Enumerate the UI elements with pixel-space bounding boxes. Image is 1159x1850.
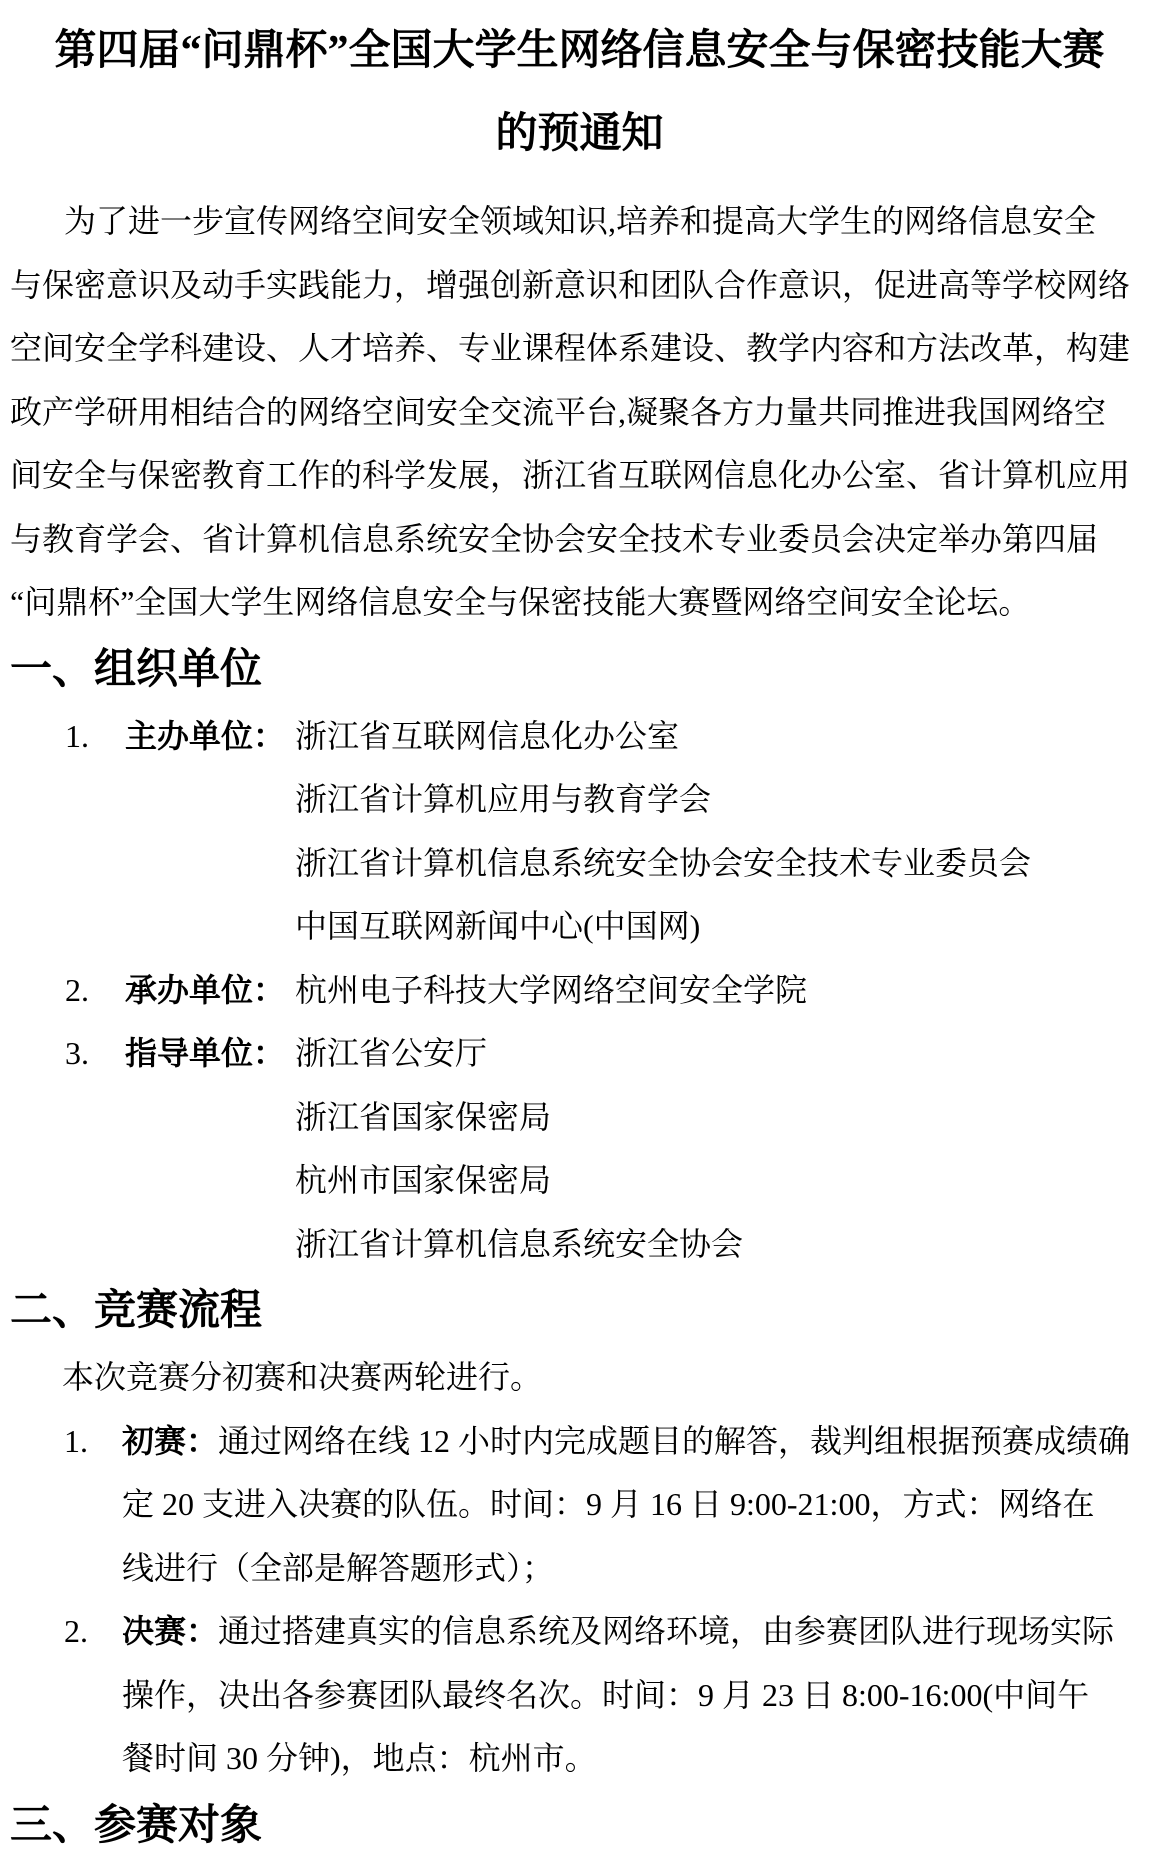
- list-number: 1.: [65, 717, 89, 754]
- list-item-organizer-unit: [0, 959, 1159, 1023]
- text-line: 餐时间 30 分钟)，地点：杭州市。: [122, 1740, 597, 1776]
- intro-paragraph: [10, 190, 1149, 635]
- org-name: 杭州市国家保密局: [295, 1162, 552, 1198]
- text-segment: 通过搭建真实的信息系统及网络环境，由参赛团队进行现场实际: [218, 1613, 1115, 1649]
- list-item-preliminary-round: [0, 1410, 1159, 1601]
- intro-line: 与保密意识及动手实践能力，增强创新意识和团队合作意识，促进高等学校网络: [10, 266, 1131, 303]
- org-name: 浙江省计算机信息系统安全协会安全技术专业委员会: [295, 844, 1032, 881]
- org-name: 浙江省计算机信息系统安全协会: [295, 1225, 744, 1262]
- text-line: 定 20 支进入决赛的队伍。时间：9 月 16 日 9:00-21:00，方式：网络在: [122, 1486, 1095, 1522]
- intro-line: 空间安全学科建设、人才培养、专业课程体系建设、教学内容和方法改革，构建: [10, 330, 1131, 366]
- org-name: 浙江省国家保密局: [295, 1098, 552, 1135]
- list-number: 2.: [64, 1613, 88, 1649]
- process-intro-line: 本次竞赛分初赛和决赛两轮进行。: [62, 1359, 543, 1395]
- list-number: 1.: [64, 1422, 88, 1459]
- intro-line: “问鼎杯”全国大学生网络信息安全与保密技能大赛暨网络空间安全论坛。: [10, 584, 1031, 620]
- list-label-final: 决赛：: [122, 1613, 219, 1649]
- list-label-preliminary: 初赛：: [122, 1422, 219, 1459]
- text-line: 操作，决出各参赛团队最终名次。时间：9 月 23 日 8:00-16:00(中间午: [122, 1676, 1090, 1713]
- org-name: 浙江省互联网信息化办公室: [295, 717, 680, 754]
- section-heading-process: 二、竞赛流程: [10, 1288, 263, 1334]
- list-number: 2.: [65, 971, 89, 1008]
- list-item-final-round: [0, 1600, 1159, 1791]
- list-label-guidance: 指导单位：: [125, 1035, 286, 1071]
- section-heading-organizers: 一、组织单位: [10, 646, 263, 693]
- org-name: 中国互联网新闻中心(中国网): [295, 908, 701, 944]
- list-item-guidance-units: [0, 1022, 1159, 1276]
- org-name: 浙江省计算机应用与教育学会: [295, 781, 712, 817]
- text-segment: 通过网络在线 12 小时内完成题目的解答，裁判组根据预赛成绩确: [218, 1422, 1131, 1459]
- intro-line: 为了进一步宣传网络空间安全领域知识,培养和提高大学生的网络信息安全: [64, 203, 1097, 239]
- intro-line: 政产学研用相结合的网络空间安全交流平台,凝聚各方力量共同推进我国网络空: [10, 393, 1107, 430]
- list-label-organizer: 承办单位：: [125, 971, 286, 1008]
- section-heading-participants: 三、参赛对象: [10, 1802, 263, 1849]
- org-name: 浙江省公安厅: [295, 1035, 488, 1071]
- text-line: [64, 1410, 1159, 1474]
- org-name: 杭州电子科技大学网络空间安全学院: [295, 971, 808, 1008]
- document-title: [0, 10, 1159, 176]
- intro-line: 与教育学会、省计算机信息系统安全协会安全技术专业委员会决定举办第四届: [10, 520, 1099, 557]
- intro-line: 间安全与保密教育工作的科学发展，浙江省互联网信息化办公室、省计算机应用: [10, 457, 1131, 493]
- list-label-host: 主办单位：: [125, 717, 286, 754]
- title-line-2: 的预通知: [495, 111, 664, 157]
- list-item-host-units: [0, 705, 1159, 959]
- list-number: 3.: [65, 1035, 89, 1071]
- text-line: [64, 1600, 1159, 1664]
- text-line: 线进行（全部是解答题形式）；: [122, 1549, 555, 1586]
- title-line-1: 第四届“问鼎杯”全国大学生网络信息安全与保密技能大赛: [54, 28, 1105, 74]
